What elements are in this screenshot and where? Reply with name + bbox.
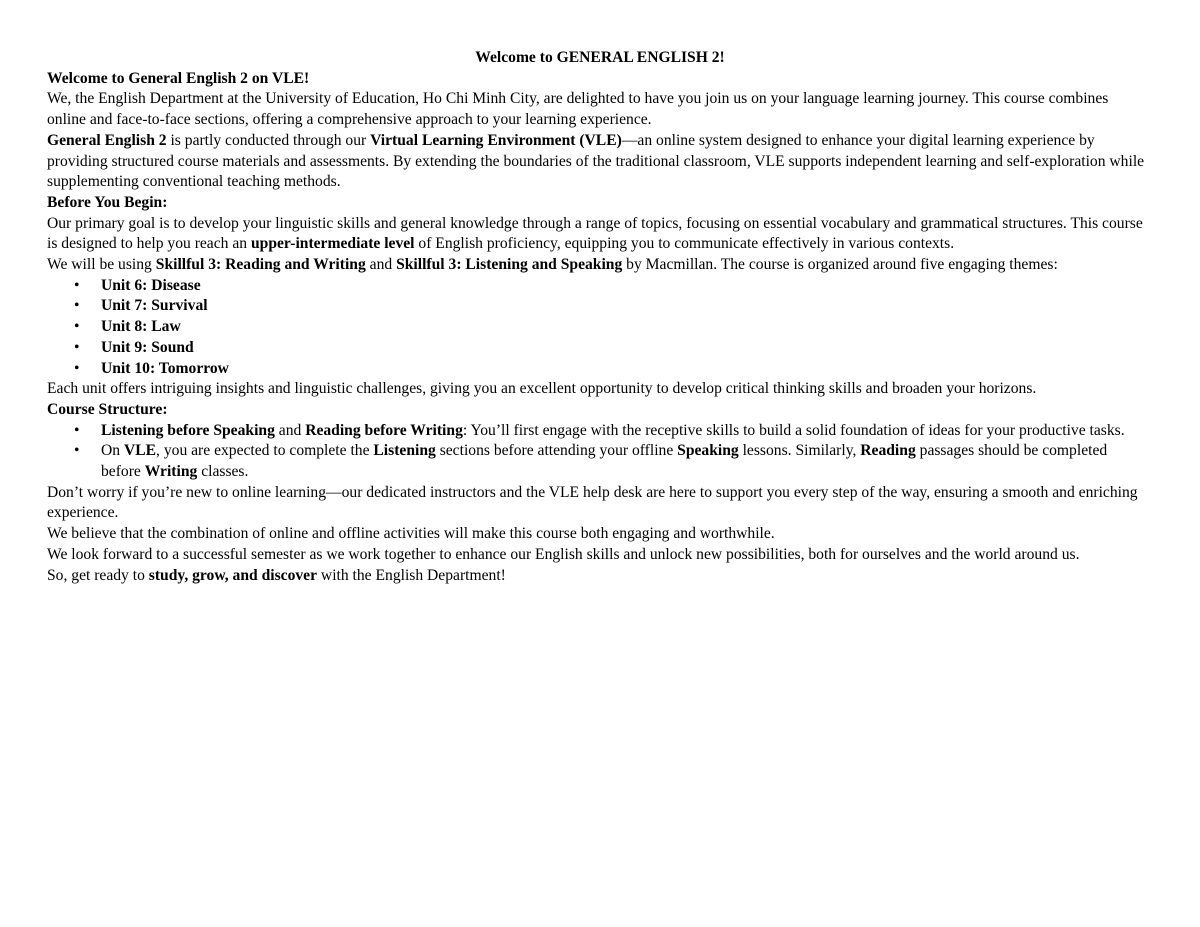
list-item: • Unit 9: Sound [47, 338, 1147, 359]
before-you-begin-heading: Before You Begin: [47, 193, 168, 211]
course-name: General English 2 [47, 131, 167, 149]
closing-paragraph-3: We look forward to a successful semester as we work together to enhance our English skills and unlock new possibilities, both for ourselves and the world around us. [47, 545, 1080, 563]
list-item: • Unit 8: Law [47, 317, 1147, 338]
welcome-paragraph-1: We, the English Department at the University of Education, Ho Chi Minh City, are delighted to have you join us on your language learning journey. This course combines online and face-to-face sections, offering a comprehensive approach to your learning experience. [47, 90, 1109, 129]
bullet-icon: • [74, 276, 80, 294]
book-listening-speaking: Skillful 3: Listening and Speaking [396, 256, 623, 274]
closing-paragraph-4: So, get ready to study, grow, and discover with the English Department! [47, 566, 506, 584]
welcome-paragraph-2: General English 2 is partly conducted through our Virtual Learning Environment (VLE)—an online system designed to enhance your digital learning experience by providing structured course materials and assessments. By extending the boundaries of the traditional classroom, VLE supports independent learning and self-exploration while supplementing conventional teaching methods. [47, 131, 1145, 191]
structure-list [47, 421, 1147, 483]
welcome-heading: Welcome to General English 2 on VLE! [47, 69, 310, 87]
units-list [47, 276, 1147, 380]
list-item: • Listening before Speaking and Reading before Writing: You’ll first engage with the receptive skills to build a solid foundation of ideas for your productive tasks. [47, 421, 1147, 442]
course-structure-heading: Course Structure: [47, 400, 168, 418]
vle-name: Virtual Learning Environment (VLE) [370, 131, 622, 149]
document-title: Welcome to GENERAL ENGLISH 2! [475, 49, 725, 66]
before-paragraph-3: Each unit offers intriguing insights and linguistic challenges, giving you an excellent opportunity to develop critical thinking skills and broaden your horizons. [47, 380, 1037, 398]
closing-paragraph-1: Don’t worry if you’re new to online learning—our dedicated instructors and the VLE help desk are here to support you every step of the way, ensuring a smooth and enriching experience. [47, 483, 1138, 522]
list-item: • Unit 7: Survival [47, 296, 1147, 317]
bullet-icon: • [74, 359, 80, 377]
before-paragraph-2: We will be using Skillful 3: Reading and Writing and Skillful 3: Listening and Speaking by Macmillan. The course is organized around five engaging themes: [47, 256, 1058, 274]
list-item: • Unit 6: Disease [47, 276, 1147, 297]
bullet-icon: • [74, 297, 80, 315]
book-reading-writing: Skillful 3: Reading and Writing [155, 256, 366, 274]
before-paragraph-1: Our primary goal is to develop your linguistic skills and general knowledge through a range of topics, focusing on essential vocabulary and grammatical structures. This course is designed to help you reach an upper-intermediate level of English proficiency, equipping you to communicate effectively in various contexts. [47, 214, 1143, 253]
bullet-icon: • [74, 421, 80, 439]
bullet-icon: • [74, 442, 80, 460]
list-item: • On VLE, you are expected to complete the Listening sections before attending your offline Speaking lessons. Similarly, Reading passages should be completed before Writing classes. [74, 442, 1108, 481]
bullet-icon: • [74, 318, 80, 336]
list-item: • Unit 10: Tomorrow [47, 359, 1147, 380]
bullet-icon: • [74, 338, 80, 356]
closing-paragraph-2: We believe that the combination of online and offline activities will make this course both engaging and worthwhile. [47, 525, 775, 543]
document-page [47, 48, 1147, 586]
